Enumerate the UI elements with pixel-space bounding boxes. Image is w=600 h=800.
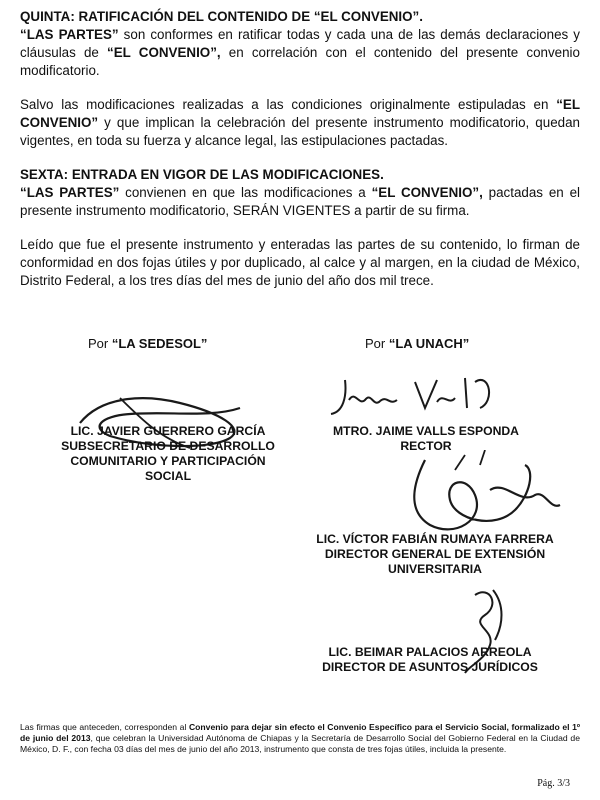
term-el-convenio: “EL CONVENIO”, [371,185,483,200]
signer-name: LIC. BEIMAR PALACIOS ARREOLA [328,645,532,659]
document-body [20,8,580,290]
signer-title: RECTOR [400,439,452,453]
signer-title: COMUNITARIO Y PARTICIPACIÓN [70,454,266,468]
clause-5-paragraph-1 [20,26,580,80]
signer-title: DIRECTOR DE ASUNTOS JURÍDICOS [322,660,538,674]
text: en correlación con el contenido del presente convenio modificatorio. [20,45,580,78]
page-number: Pág. 3/3 [537,778,570,789]
signature-footnote [20,722,580,755]
label-prefix: Por [365,336,389,351]
text: convienen en que las modificaciones a [119,185,372,200]
signer-title: UNIVERSITARIA [388,562,482,576]
clause-6-paragraph-2: Leído que fue el presente instrumento y enteradas las partes de su contenido, lo firman de conformidad en dos fojas útiles y por duplicado, al calce y al margen, en la ciudad de México, Distrito Federal, a los tres días del mes de junio del año dos mil trece. [20,237,580,288]
clause-5-title: QUINTA: RATIFICACIÓN DEL CONTENIDO DE “EL CONVENIO”. [20,9,423,24]
term-el-convenio: “EL CONVENIO”, [107,45,221,60]
text: y que implican la celebración del presente instrumento modificatorio, quedan vigentes, en toda su fuerza y alcance legal, las estipulaciones pactadas. [20,115,580,148]
term-las-partes: “LAS PARTES” [20,185,120,200]
label-prefix: Por [88,336,112,351]
term-el-convenio: “EL CONVENIO” [20,97,580,130]
text: Salvo las modificaciones realizadas a las condiciones originalmente estipuladas en [20,97,557,112]
signer-title: SOCIAL [144,469,192,483]
signature-rumaya [395,450,565,545]
text: son conformes en ratificar todas y cada una de las demás declaraciones y cláusulas de [20,27,580,60]
convention-name: Convenio para dejar sin efecto el Convenio Específico para el Servicio Social, formalizado el 1º de junio del 2013 [20,722,581,743]
text: Las firmas que anteceden, corresponden al [20,722,189,732]
label-party: “LA UNACH” [388,336,470,351]
signer-title: SUBSECRETARIO DE DESARROLLO [61,439,275,453]
signer-name: LIC. JAVIER GUERRERO GARCÍA [70,424,266,438]
signer-name: MTRO. JAIME VALLS ESPONDA [333,424,519,438]
signer-title: DIRECTOR GENERAL DE EXTENSIÓN [324,547,546,561]
term-las-partes: “LAS PARTES” [20,27,119,42]
sedesol-label [88,336,207,351]
label-party: “LA SEDESOL” [111,336,208,351]
signer-valls [306,424,546,454]
signer-palacios [295,645,565,675]
clause-6-title: SEXTA: ENTRADA EN VIGOR DE LAS MODIFICACIONES. [20,167,384,182]
signer-rumaya [290,532,580,577]
signature-valls [325,372,525,422]
signer-name: LIC. VÍCTOR FABIÁN RUMAYA FARRERA [316,532,554,546]
signer-guerrero [48,424,288,484]
clause-5-paragraph-2 [20,96,580,150]
text: , que celebran la Universidad Autónoma de Chiapas y la Secretaría de Desarrollo Social del Gobierno Federal en la Ciudad de México, D. F., con fecha 03 días del mes de junio del año 2013, instrumento que consta de tres fojas útiles, incluida la presente. [20,733,580,754]
clause-6-paragraph-1 [20,184,580,220]
unach-label [365,336,469,351]
text: pactadas en el presente instrumento modificatorio, SERÁN VIGENTES a partir de su firma. [20,185,580,218]
